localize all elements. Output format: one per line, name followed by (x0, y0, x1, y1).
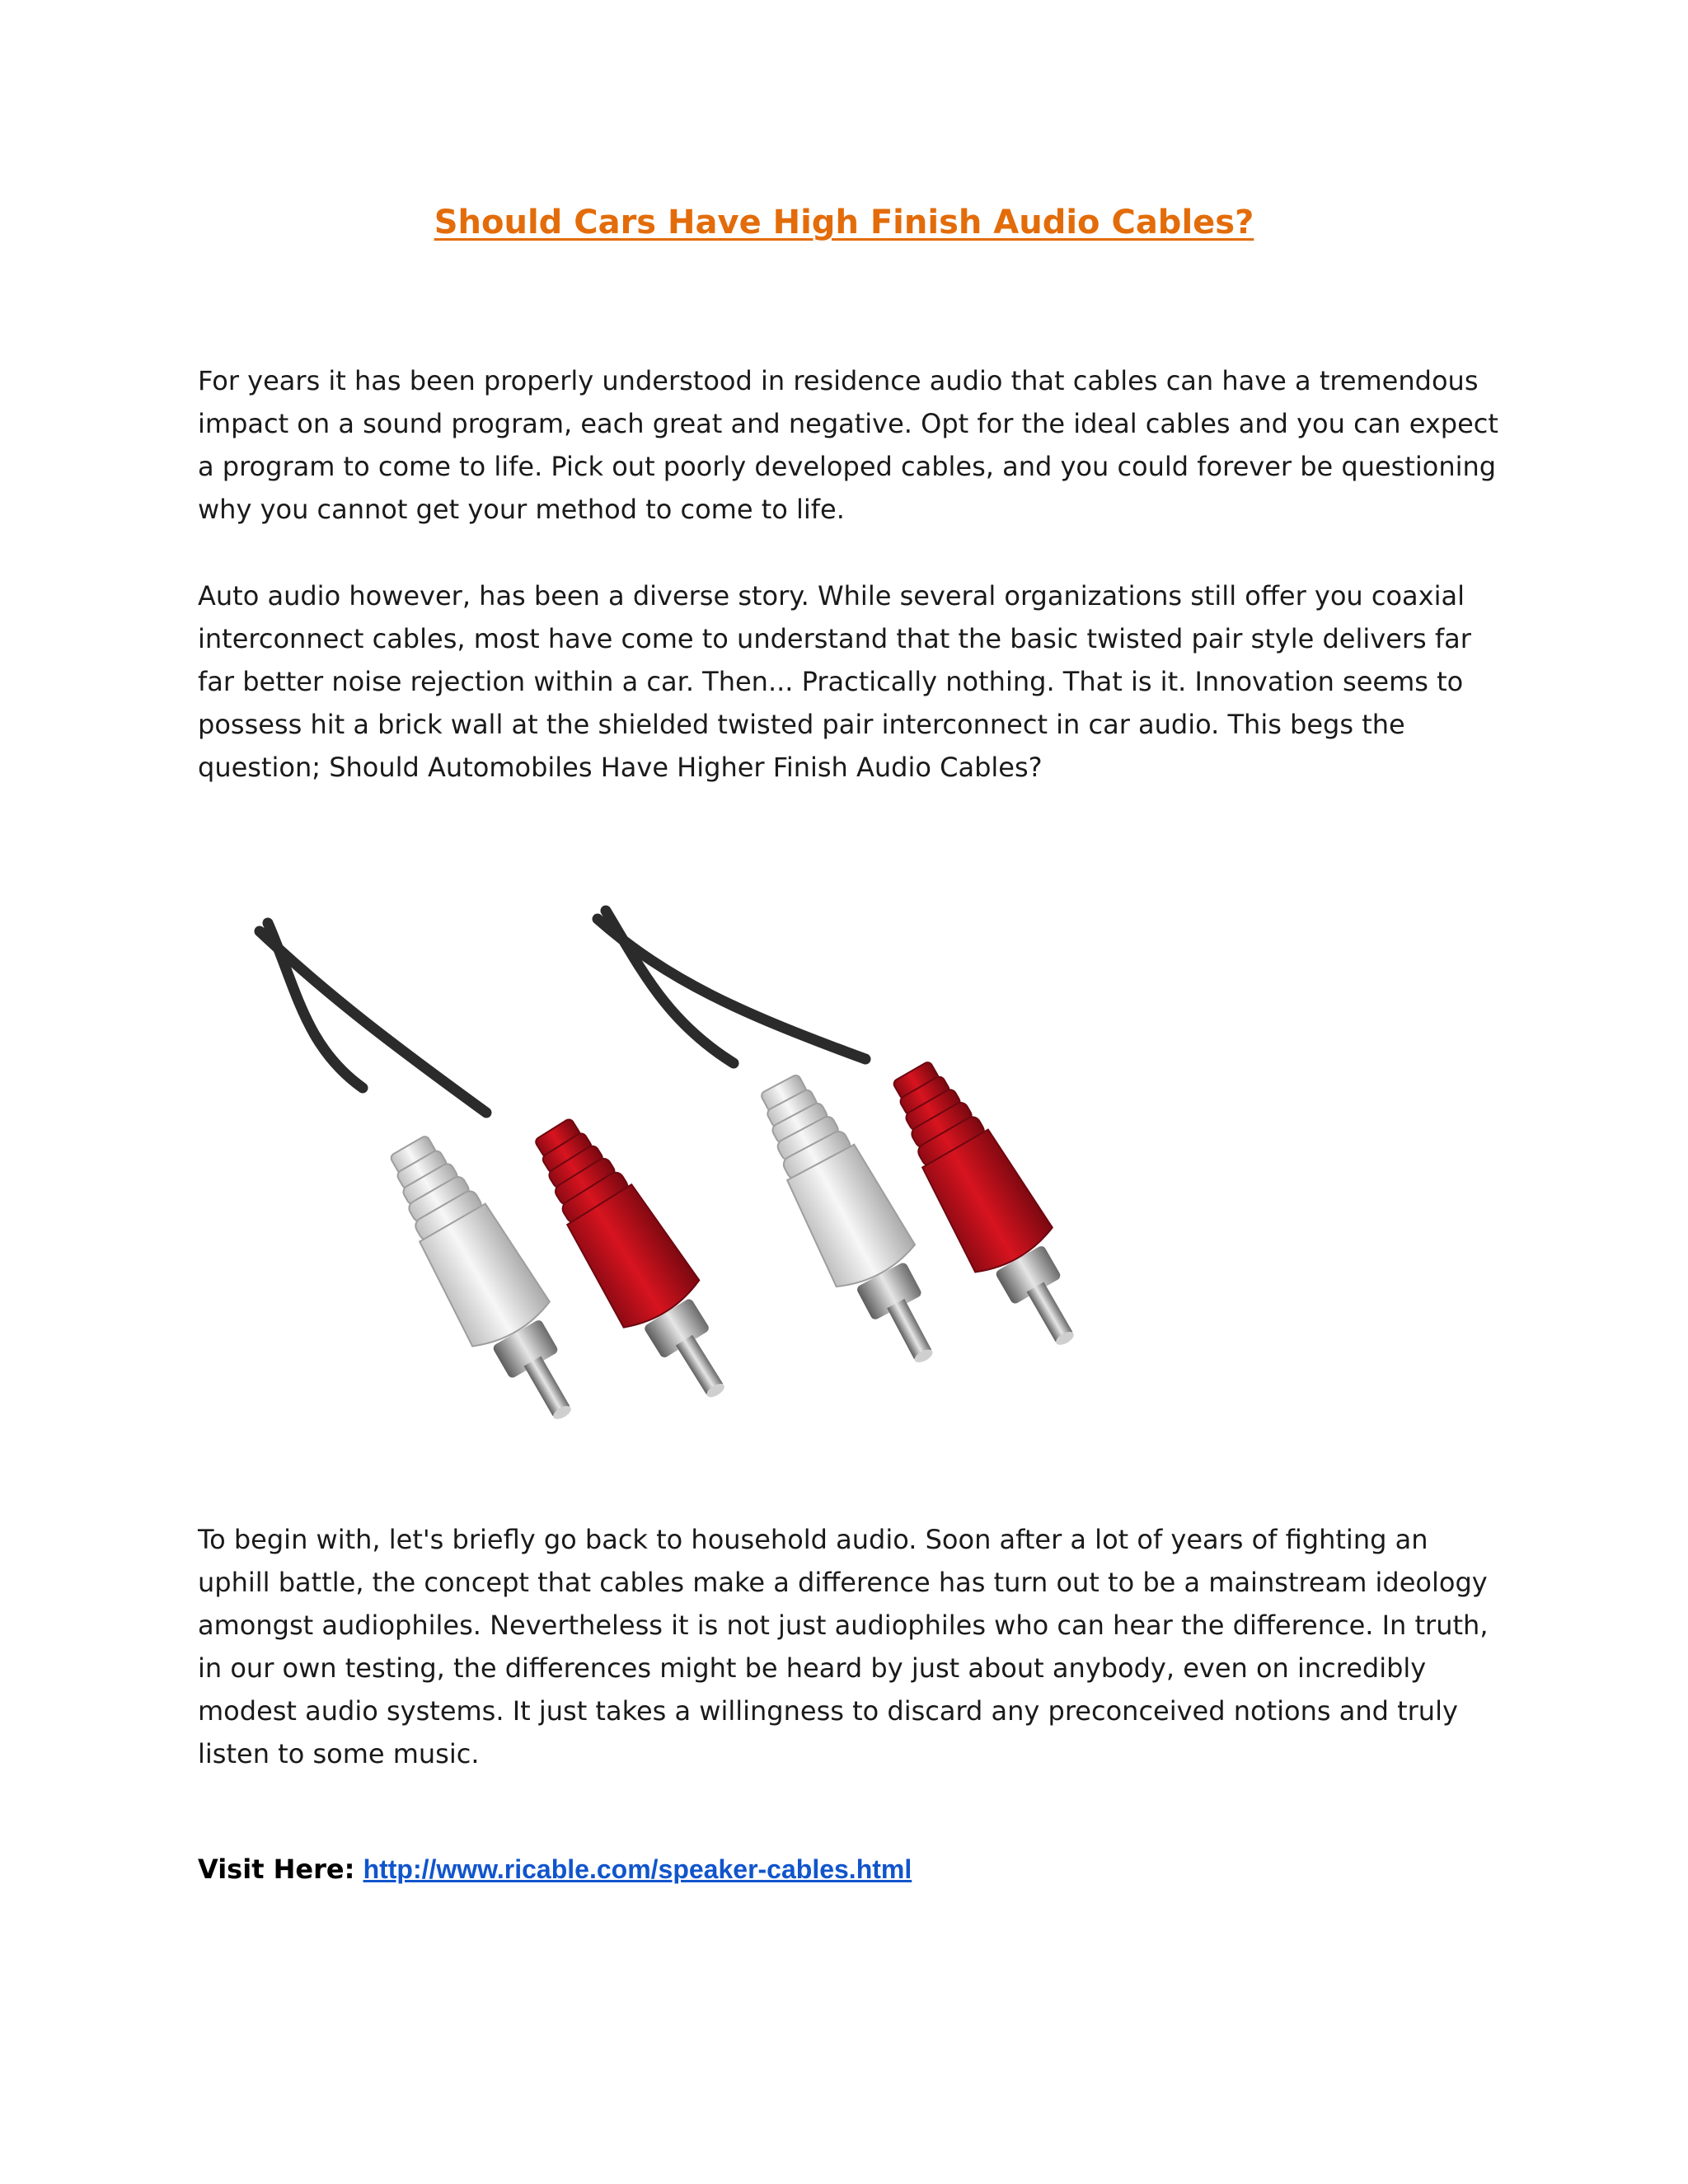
rca-cable-illustration-icon (239, 874, 1179, 1434)
rca-cable-image (239, 874, 1179, 1434)
paragraph-intro: For years it has been properly understood in residence audio that cables can have a tremendous impact on a sound program, each great and negative. Opt for the ideal cables and you can expect a program to come to life. Pick out poorly developed cables, and you could forever be questioning why you cannot get your method to come to life. (198, 365, 1498, 525)
paragraph-auto-audio: Auto audio however, has been a diverse story. While several organizations still offer you coaxial interconnect cables, most have come to understand that the basic twisted pair style delivers far far better noise rejection within a car. Then... Practically nothing. That is it. Innovation seems to possess hit a brick wall at the shielded twisted pair interconnect in car audio. This begs the question; Should Automobiles Have Higher Finish Audio Cables? (198, 580, 1471, 783)
visit-line (198, 1849, 912, 1889)
visit-label: Visit Here: (198, 1854, 355, 1885)
visit-link[interactable]: http://www.ricable.com/speaker-cables.html (363, 1854, 912, 1884)
paragraph-household-audio: To begin with, let's briefly go back to household audio. Soon after a lot of years of fighting an uphill battle, the concept that cables make a difference has turn out to be a mainstream ideology amongst audiophiles. Nevertheless it is not just audiophiles who can hear the difference. In truth, in our own testing, the differences might be heard by just about anybody, even on incredibly modest audio systems. It just takes a willingness to discard any preconceived notions and truly listen to some music. (198, 1524, 1489, 1769)
document-title: Should Cars Have High Finish Audio Cables? (434, 204, 1254, 241)
